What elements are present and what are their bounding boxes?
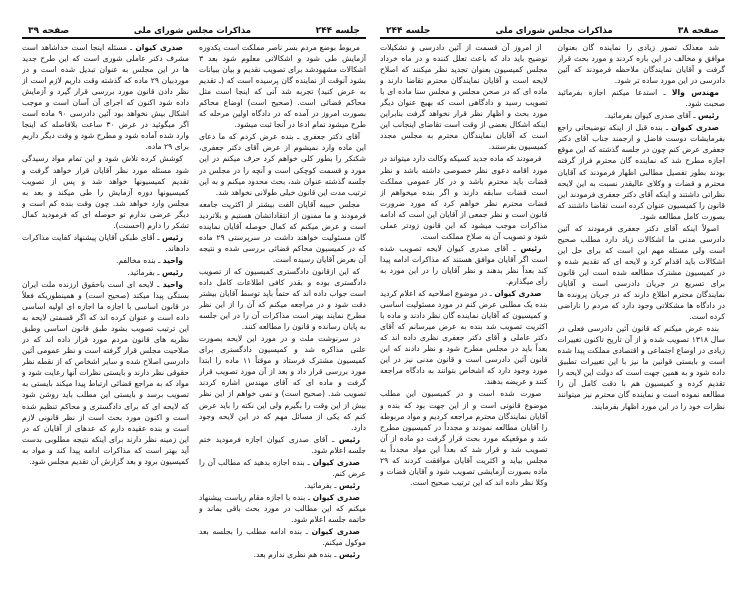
paragraph (199, 434, 366, 456)
paragraph-text: بنده عرض میکنم که قانون آئین دادرسی فعلی در سال ۱۳۱۸ تصویب شده و از آن تاریخ تاکنون تغییرات زیادی در اوضاع اجتماعی و اقتصادی مملکت پیدا شده است و بایستی قوانین ما نیز با این تغییرات تطبیق داده شود و به همین جهت است که دولت این لایحه را تقدیم کرده و کمیسیون هم با دقت کامل آن را مطالعه نموده است و نماینده گان محترم نیز میتوانند نظرات خود را در این مورد اظهار بفرمایند. (557, 324, 725, 411)
paragraph (199, 492, 366, 525)
paragraph (558, 42, 726, 86)
paragraph (558, 87, 726, 109)
paragraph (380, 243, 548, 287)
paragraph-text: از امروز آن قسمت از آئین دادرسی و تشکیلات توضیح باید داد که باعث تعلل کننده و در ماه خرداد مجلس کمیسیون بعنوان تجدید نظر میکنند که اصلاح لایحه است و آقایان نمایندگان محترم تقاضا دارند و ماده ای که در صحن مجلس و مجلس سنا ماده ای با تصویب رسید و دادگاهی است که بهیچ عنوان دیگر مورد بحث و اظهار نظر قرار نخواهد گرفت بنابراین اینکه اشکال بعضی از وقت است تقاضای اینجانب این است که آقایان نمایندگان محترم به مجلس مجدد کمیسیون بفرستند. (380, 43, 548, 152)
speaker-name: صدری کیوان (311, 527, 360, 537)
paragraph (558, 323, 726, 411)
paragraph-text: ـ بنده اجازه بدهید که مطالب آن را عرض کنم. (199, 457, 366, 478)
speaker-name: واحید (162, 279, 183, 289)
speaker-name: صدری کیوان (312, 457, 361, 467)
paragraph-text: ـ بفرمائید. (304, 480, 337, 490)
speaker-name: رئیس (161, 267, 183, 277)
paragraph (199, 333, 366, 432)
paragraph (199, 42, 366, 130)
speaker-name: رئیس (338, 434, 360, 444)
paragraph (558, 122, 726, 221)
paragraph-text: ـ آقای طبکی آقایان پیشنهاد کفایت مذاکرات دادهاند. (22, 232, 189, 253)
paragraph-text: ـ بنده ادامه مطلب را بجلسه بعد موکول میکنم. (199, 527, 366, 548)
speaker-name: رئیس (697, 111, 719, 121)
paragraph (380, 42, 548, 152)
paragraph (380, 388, 548, 487)
paragraph (199, 457, 366, 479)
paragraph (22, 255, 189, 266)
left-page (22, 22, 366, 594)
text-column (22, 42, 189, 590)
paragraph-text: که این ازقانون دادگستری کمیسیون که از تصویب دادگستری بوده و بقدر کافی اطلاعات کامل داده است جواب داده اند که حتماً باید توسط آقایان بیشتر دقت شود و در مراجعه میکنم که آن را از این نظر مطرح نمایند بهتر است مذاکرات آن را در این جلسه به پایان رسانده و قانون را مطالعه کنند. (199, 266, 366, 332)
paragraph (199, 266, 366, 332)
speaker-name: صدری کیوان (494, 289, 542, 299)
paragraph (199, 549, 366, 560)
paragraph (22, 279, 189, 467)
speaker-name: رئیس (338, 480, 360, 490)
speaker-name: صدری کیوان (135, 43, 184, 52)
paragraph (558, 110, 726, 121)
paragraph-text: ـ آقای صدری کیوان بفرمائید. (604, 111, 696, 121)
text-column (380, 42, 548, 590)
session-number: جلسه ۲۴۴ (315, 26, 360, 36)
page-number: صفحه ۳۹ (28, 26, 70, 36)
speaker-name: واحید (162, 255, 183, 265)
page-header (380, 22, 725, 39)
text-column (558, 42, 726, 590)
paragraph-text: ـ بنده با اجازه مقام ریاست پیشنهاد میکنم که این مطالب در مورد بحث باقی بماند و خاتمه جلسه اعلام شود. (199, 492, 366, 524)
paragraph-text: شد معذلک تصور زیادی را نماینده گان بعنوان موافق و مخالف در این باره کردند و مورد بحث قرار گرفت و آقایان نمایندگان ملاحظه فرمودند که آئین دادرسی در این مورد ساده تر شود. (557, 43, 725, 86)
paragraph (199, 526, 366, 548)
paragraph-text: صورت شده است و در کمیسیون این مطلب موضوع قانونی است و از این جهت بود که بنده و آقایان نمایندگان محترم مراجعه کردیم و مواد مربوطه را آقایان مطالعه نمودند و مجدداً در کمیسیون مطرح شد و موقعیکه مورد بحث قرار گرفت دو ماده از آن تصویب شد و قرار شد که بعداً این مواد مجدداً به مجلس بیاید و اکثریت آقایان موافقت کردند که ۲۹ ماده بصورت آزمایشی تصویب شود و آقایان قضات و وکلا نظر داده اند که این ترتیب صحیح است. (380, 389, 548, 487)
paragraph-text: ـ بفرمائید. (127, 267, 160, 277)
paragraph-text: ـ در موضوع اصلاحیه که اعلام کردید بنده یک مطلبی عرض کنم در مورد مسئولیت اساسی و کمیسیون که آقایان نماینده گان نظر دادند و ماده با اکثریت تصویب شد بنده به عرض میرسانم که آقای دکتر عاملی و آقای دکتر جعفری نظری داده اند که بعداً باید در مجلس مطرح شود و نظر دادند که این قانون آئین دادرسی است و قانون مدنی نیز در این مورد وجود دارد که اشخاص بتوانند به دادگاه مراجعه کنند و عریضه بدهند. (380, 289, 548, 387)
paragraph (380, 288, 548, 387)
paragraph (380, 153, 548, 241)
paragraph (22, 267, 189, 278)
paragraph (199, 199, 366, 265)
paragraph (199, 131, 366, 197)
paragraph-text: ـ مسئله اینجا است خداشاهد است مشرف دکتر عاملی شوری است که این طرح جدید ها در این مجلس به عنوان تبدیل شده است و در موردبیان ۲۹ ماده که گذشته وقت داریم لازم است از نظر دادن قانون مورد بررسی قرار گیرد و آزمایش داده شود اکنون که اجرای آن آسان است و موجب اشکال بیش نخواهد بود آئین دادرسی ۹۰ ماده است اگر میگوئید در عرض ۳۰ ساعت بلافاصله که اینجا وارد شده آماده شود و مطرح شود و وقت دیگر داریم برای ۲۹ ماده. (22, 43, 189, 152)
paragraph-text: کوشش کرده تلاش شود و این تمام مواد رسیدگی شود مسئله مورد نظر آقایان قرار خواهد گرفت و تقدیم کمیسیونها خواهد شد و پس از تصویب کمیسیونها دوره آزمایش را طی میکند و بعد به مجلس وارد خواهد شد. چون وقت بنده کم است و دیگر عرضی ندارم تو حوصله ای که فرمودید کمال تشکر را دارم (احسنت). (22, 154, 189, 230)
paragraph (22, 42, 189, 152)
speaker-name: صدری کیوان (671, 123, 719, 133)
paragraph-text: آقای دکتر جعفری ـ بنده عرض کردم که ما دعای این ماده وارد نمیشوم از عرض آقای دکتر جعفری، شکنکر را بطور کلی خواهم کرد حرف میکنم در این مورد و قسمت کوچکی است و آنچه را در مجلس در جلسه گذشته عنوان شد، بحث محدود میکنم و به این ترتیب مدت این قانون خیلی طولانی نخواهد شد. (199, 132, 366, 197)
text-column (199, 42, 366, 590)
paragraph-text: مجلس حبیبه آقایان الفت بیشتر از اکثریت جامعه فرمودند و ما ممنون از انتقاداتشان هستیم و بلاتردید است و عرض میکنم که کمال حوصله آقایان نماینده گان مسئولیت خواهند داشت در سرپرستی ۲۹ ماده که در کمیسیون محاکم قضائی بررسی شده و نتیجه آن بعرض آقایان رسیده است. (199, 199, 366, 264)
paragraph-text: در سرنوشت ملت و در مورد این لایحه بصورت علنی مذاکره شد و کمیسیون دادگستری برای کمیسیون مشترک فرستاد و موقتاً ۱۱ ماده را ابتدا مورد بررسی قرار داد و بعد از آن مورد تصویب قرار گرفت و ماده ای که آقای مهندس اشاره کردند تصویب شد. (صحیح است) و نمی خواهم از این نظر بیش از این وقت را بگیرم ولی این نکته را باید عرض کنم که یکی از مسائل مهم که در این لایحه وجود دارد. (199, 334, 366, 432)
speaker-name: مهندس والا (671, 88, 719, 98)
paragraph (558, 223, 726, 322)
paragraph-text: ـ بنده هم نظری ندارم بعد. (253, 550, 337, 560)
paragraph (22, 153, 189, 230)
speaker-name: رئیس (338, 550, 360, 560)
speaker-name: رئیس (161, 232, 183, 242)
paragraph-text: ـ استدعا میکنم اجازه بفرمائید صحبت شود. (557, 88, 725, 109)
paragraph-text: مربوط بوضع مردم بسر ناصر مملکت است یکدوره آزمایش طی شود و اشکالاتی معلوم شود بعد ۳ اشکالات مشهودشد برای تصویب تقدیم و بیان ببیانات بشود آنوقت از نماینده گان پرسیده است که (ـ تقدیم به عرض کنید) تجربه شد آنی که اینجا است مثل محاکم قضائی است. (صحیح است) اوضاع محاکم بصورت امروز در آمده که در دادگاه اولین مرحله که طرح میشود تمام ادعا در آنجا ثبت میشود. (199, 43, 366, 130)
paragraph-text: ـ بنده قبل از اینکه توضیحاتی راجع بفرمایشات دوست فاضل و ارجمند جناب آقای دکتر جعفری عرض کنم چون در جلسه گذشته که این موقع اجازه مطرح شد که نماینده گان محترم فراز گرفته بودند بطور تفصیل مطالبی اظهار فرمودند که آقایان محترم و قضات و وکلای عالیقدر نسبت به این لایحه نظراتی داشتند و اینکه آقای دکتر جعفری فرمودند این قانون را کمیسیون عنوان کرده است تقاضا داشتند که بصورت کامل مطالعه شود. (557, 123, 725, 221)
page-header (22, 22, 366, 39)
running-title: مذاکرات مجلس شورای ملی (133, 26, 251, 36)
paragraph-text: فرمودند که ماده جدید کسیکه وکالت دارد میتواند در مورد اقامه دعوی نظر خصوصی داشته باشد و نظر قضات باید محترم باشد و در کار عمومی مملکت است قضات سابقه دارند و اگر بنده میخواهم از قضات محترم نظر خواهم کرد که مورد ضرورت قانون است و نظر جمعی از آقایان این است که ادامه مذاکرات موجب میشود که این قانون زودتر عملی شود و تصویب آن به صلاح مملکت است. (380, 154, 548, 241)
right-page (380, 22, 725, 594)
page-number: صفحه ۳۸ (677, 26, 719, 36)
running-title: مذاکرات مجلس شورای ملی (495, 26, 613, 36)
paragraph-text: ـ آقای صدری کیوان اجازه فرمودید ختم جلسه اعلام شود. (199, 434, 366, 455)
paragraph-text: ـ بنده مخالفم. (115, 255, 161, 265)
paragraph-text: ـ لایحه ای است باحقوق ارزنده ملت ایران بستگی پیدا میکند (صحیح است) و همینطوریکه فعلاً در قانون اساسی با اجازه ما اجازه ای اولیه اساسی داده است و عنوان کرده اند که اگر قسمتی لایحه به این ترتیب تصویب بشود طبق قانون اساسی وطبق نظریه های قانون مردم مورد قرار داده اند که در صلاحیت مجلس قرار گرفته است و نظر عمومی آئین دادرسی اصلاح شده و سایر اشخاص که از نقطه نظر حقوقی نظر دارند و بایستی نظرات آنها رعایت شود و مواد که به مراجع قضائی ارتباط پیدا میکند بایستی به تصویب برسد و بایستی این مطلب باید روشن شود که لایحه ای که برای دادگستری و محاکم تنظیم شده است و اکنون مورد بحث است از نظر قانونی لازم است و بنده عقیده دارم که عدهای از آقایان که در این زمینه نظر دارند برای اینکه نتیجه مطلوبی بدست آید بهتر است که مذاکرات ادامه پیدا کند و مواد به کمیسیون برود و بعد گزارش آن تقدیم مجلس شود. (22, 279, 189, 466)
session-number: جلسه ۲۴۴ (386, 26, 431, 36)
speaker-name: صدری کیوان (312, 492, 360, 502)
paragraph (22, 232, 189, 254)
speaker-name: رئیس (520, 243, 542, 253)
paragraph-text: ـ آقای صدری کیوان لایحه تصویب شده است اگر آقایان موافق هستند که مذاکرات ادامه پیدا کند بعداً نظر بدهند و نظر آقایان را در این مورد به رأی میگذارم. (380, 243, 548, 286)
paragraph (199, 480, 366, 491)
paragraph-text: اصولاً اینکه آقای دکتر جعفری فرمودند که آئین دادرسی مدنی ما اشکالات زیاد دارد مطلب صحیح است ولی مسئله مهم این است که برای حل این اشکالات باید اقدام کرد و لایحه ای که تقدیم شده و در کمیسیون مشترک مطالعه شده است این قانون برای تسریع در جریان دادرسی است و آقایان نمایندگان محترم اطلاع دارند که در جریان پرونده ها در دادگاه ها مشکلاتی وجود دارد که مردم را ناراضی کرده است. (557, 223, 725, 322)
